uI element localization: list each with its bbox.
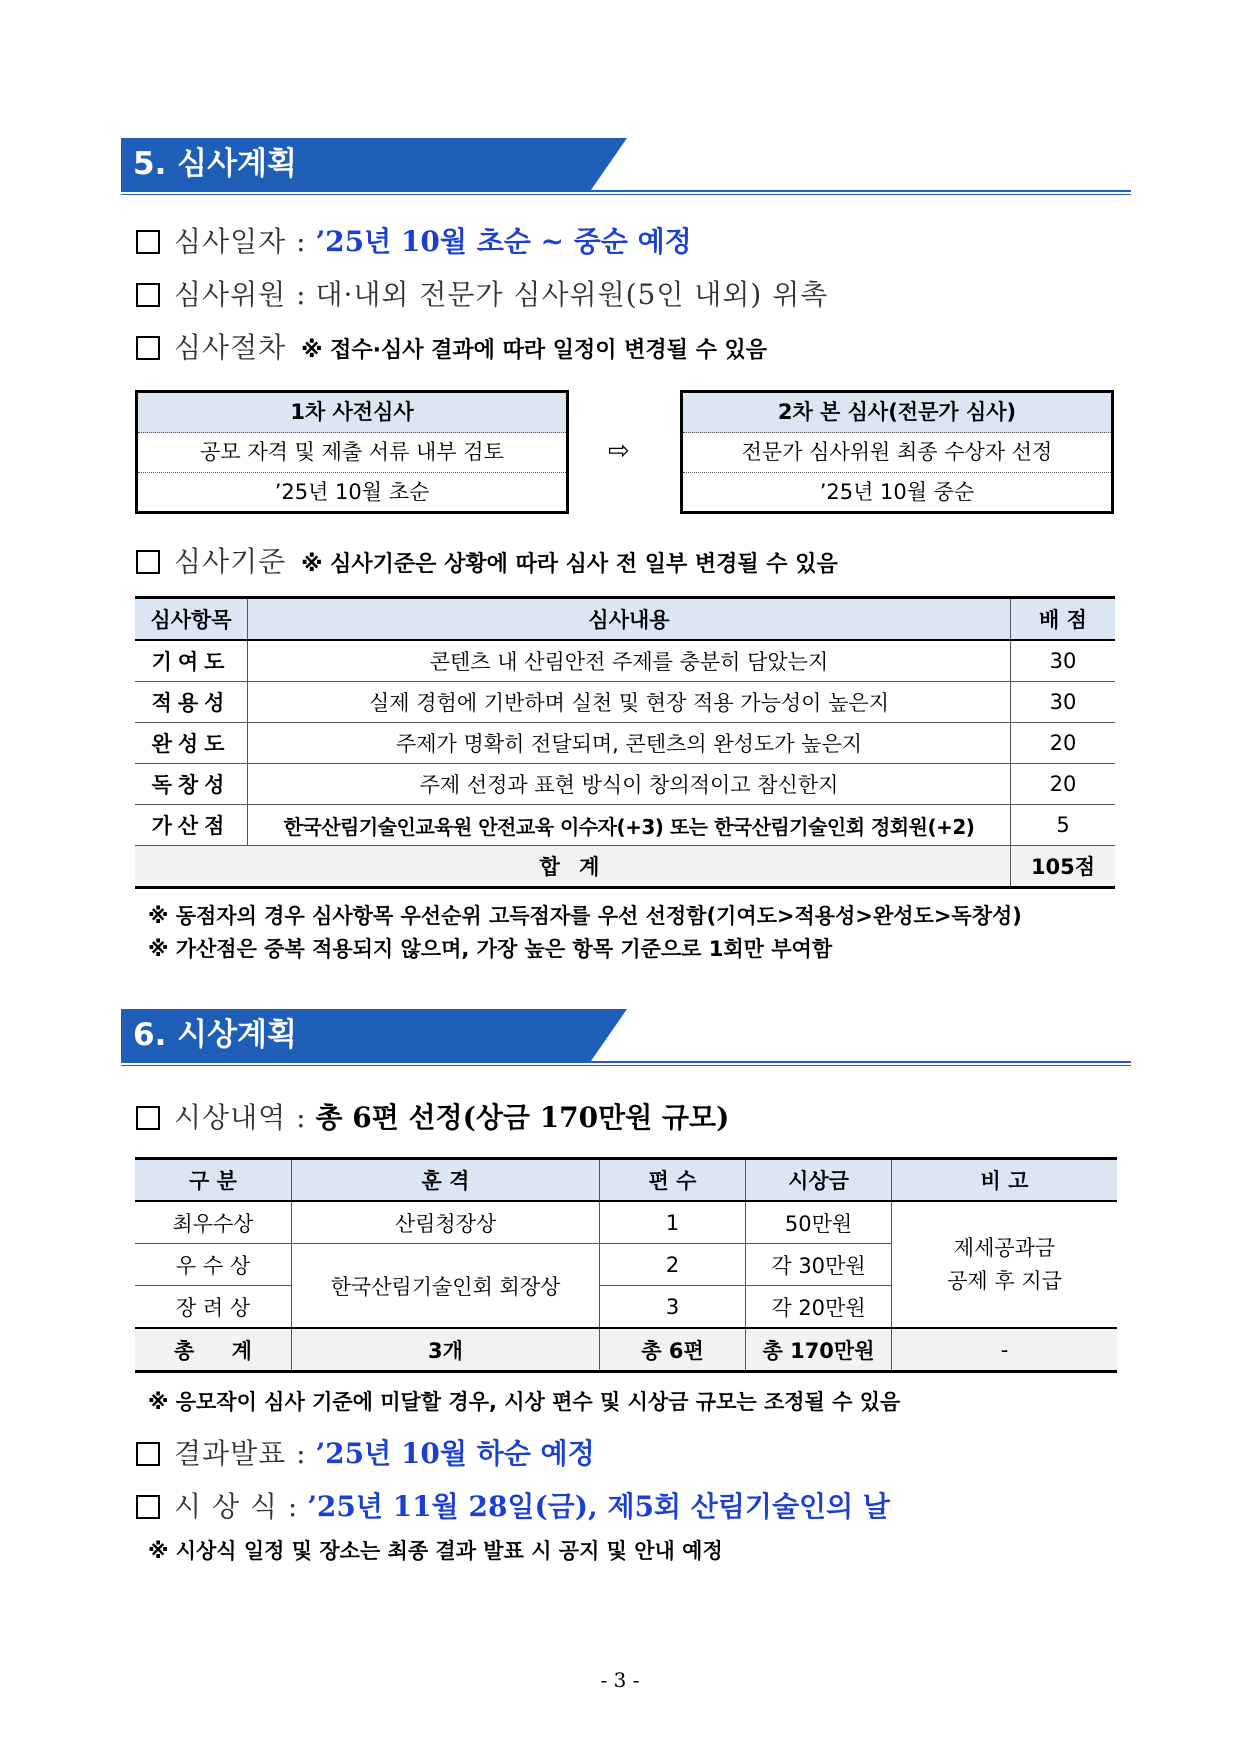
table-total-row: [135, 1328, 1117, 1372]
section-6-header-triangle: [591, 1009, 627, 1061]
header-item: 심사항목: [135, 598, 248, 641]
section-5-title: 5. 심사계획: [121, 138, 591, 190]
criteria-item-cell: 기여도: [135, 640, 248, 682]
award-detail-value: 총 6편 선정(상금 170만원 규모): [315, 1101, 730, 1134]
criteria-score-cell: 20: [1011, 723, 1116, 764]
result-announce-item: [136, 1432, 595, 1472]
award-detail-label: 시상내역 :: [174, 1101, 307, 1134]
header-honor: 훈 격: [292, 1159, 600, 1202]
page-number: - 3 -: [600, 1668, 640, 1692]
criteria-item-cell: 완성도: [135, 723, 248, 764]
criteria-item-cell: 가산점: [135, 805, 248, 846]
review-members-item: [136, 273, 828, 313]
ceremony-label: 시 상 식 :: [174, 1490, 299, 1523]
total-remark: -: [892, 1328, 1118, 1372]
criteria-table: [135, 596, 1115, 889]
award-honor-cell: 한국산림기술인회 회장상: [292, 1244, 600, 1329]
ceremony-value: ’25년 11월 28일(금), 제5회 산림기술인의 날: [307, 1490, 890, 1523]
table-row: [135, 723, 1115, 764]
section-6-title: 6. 시상계획: [121, 1009, 591, 1061]
process-step-2: [680, 390, 1114, 514]
total-prize: 총 170만원: [746, 1328, 892, 1372]
criteria-score-cell: 5: [1011, 805, 1116, 846]
checkbox-square-icon: [136, 1442, 160, 1466]
step-1-date: ’25년 10월 초순: [274, 480, 430, 504]
table-row: [135, 764, 1115, 805]
step-1-desc: 공모 자격 및 제출 서류 내부 검토: [138, 433, 566, 473]
table-row: [135, 805, 1115, 846]
criteria-content-cell: 주제가 명확히 전달되며, 콘텐츠의 완성도가 높은지: [248, 723, 1011, 764]
award-category-cell: 우 수 상: [135, 1244, 292, 1286]
criteria-content-cell: 주제 선정과 표현 방식이 창의적이고 참신한지: [248, 764, 1011, 805]
result-announce-label: 결과발표 :: [174, 1437, 307, 1470]
header-prize: 시상금: [746, 1159, 892, 1202]
criteria-label: 심사기준: [174, 545, 287, 578]
award-count-cell: 2: [600, 1244, 746, 1286]
total-value: 105점: [1011, 846, 1116, 888]
criteria-item: [136, 540, 838, 580]
process-step-1: [135, 390, 569, 514]
checkbox-square-icon: [136, 283, 160, 307]
step-2-date: ’25년 10월 중순: [819, 480, 975, 504]
total-honor: 3개: [292, 1328, 600, 1372]
criteria-score-cell: 30: [1011, 682, 1116, 723]
award-remark-cell: [892, 1201, 1118, 1328]
checkbox-square-icon: [136, 550, 160, 574]
award-table: [135, 1157, 1117, 1373]
header-category: 구 분: [135, 1159, 292, 1202]
review-process-label: 심사절차: [174, 331, 287, 364]
table-row: [135, 682, 1115, 723]
review-process-note: ※ 접수·심사 결과에 따라 일정이 변경될 수 있음: [301, 338, 768, 363]
award-prize-cell: 각 20만원: [746, 1286, 892, 1329]
award-prize-cell: 50만원: [746, 1201, 892, 1244]
table-row: [135, 1201, 1117, 1244]
award-count-cell: 1: [600, 1201, 746, 1244]
ceremony-item: [136, 1485, 890, 1525]
review-process-item: [136, 326, 767, 366]
award-detail-item: [136, 1096, 729, 1136]
award-category-cell: 최우수상: [135, 1201, 292, 1244]
checkbox-square-icon: [136, 336, 160, 360]
total-category: 총 계: [135, 1328, 292, 1372]
criteria-item-cell: 독창성: [135, 764, 248, 805]
award-count-cell: 3: [600, 1286, 746, 1329]
total-label: 합 계: [135, 846, 1011, 888]
section-5-header: [121, 138, 1131, 194]
section-5-header-triangle: [591, 138, 627, 190]
step-2-title: 2차 본 심사(전문가 심사): [683, 393, 1111, 433]
criteria-note-2: ※ 가산점은 중복 적용되지 않으며, 가장 높은 항목 기준으로 1회만 부여함: [148, 937, 833, 961]
header-content: 심사내용: [248, 598, 1011, 641]
table-row: [135, 640, 1115, 682]
step-2-desc: 전문가 심사위원 최종 수상자 선정: [683, 433, 1111, 473]
remark-line-1: 제세공과금: [953, 1235, 1056, 1260]
checkbox-square-icon: [136, 230, 160, 254]
criteria-score-cell: 20: [1011, 764, 1116, 805]
review-date-item: [136, 220, 692, 260]
header-count: 편 수: [600, 1159, 746, 1202]
result-announce-value: ’25년 10월 하순 예정: [315, 1437, 595, 1470]
award-note: ※ 응모작이 심사 기준에 미달할 경우, 시상 편수 및 시상금 규모는 조정될 수 있음: [148, 1390, 901, 1414]
criteria-note: ※ 심사기준은 상황에 따라 심사 전 일부 변경될 수 있음: [301, 552, 838, 577]
ceremony-note: ※ 시상식 일정 및 장소는 최종 결과 발표 시 공지 및 안내 예정: [148, 1539, 723, 1563]
table-total-row: [135, 846, 1115, 888]
review-date-label: 심사일자 :: [174, 225, 307, 258]
award-category-cell: 장 려 상: [135, 1286, 292, 1329]
award-honor-cell: 산림청장상: [292, 1201, 600, 1244]
review-members-value: 대·내외 전문가 심사위원(5인 내외) 위촉: [315, 278, 829, 311]
table-header-row: [135, 1159, 1117, 1202]
header-score: 배 점: [1011, 598, 1116, 641]
award-prize-cell: 각 30만원: [746, 1244, 892, 1286]
criteria-content-cell: 콘텐츠 내 산림안전 주제를 충분히 담았는지: [248, 640, 1011, 682]
checkbox-square-icon: [136, 1106, 160, 1130]
review-members-label: 심사위원 :: [174, 278, 307, 311]
step-1-title: 1차 사전심사: [138, 393, 566, 433]
review-date-value: ’25년 10월 초순 ~ 중순 예정: [315, 225, 692, 258]
header-remark: 비 고: [892, 1159, 1118, 1202]
criteria-content-cell: 실제 경험에 기반하며 실천 및 현장 적용 가능성이 높은지: [248, 682, 1011, 723]
criteria-score-cell: 30: [1011, 640, 1116, 682]
section-6-header: [121, 1009, 1131, 1065]
criteria-note-1: ※ 동점자의 경우 심사항목 우선순위 고득점자를 우선 선정함(기여도>적용성>완성도>독창성): [148, 904, 1022, 928]
table-header-row: [135, 598, 1115, 641]
criteria-item-cell: 적용성: [135, 682, 248, 723]
remark-line-2: 공제 후 지급: [947, 1268, 1062, 1293]
total-count: 총 6편: [600, 1328, 746, 1372]
checkbox-square-icon: [136, 1495, 160, 1519]
criteria-content-cell: 한국산림기술인교육원 안전교육 이수자(+3) 또는 한국산림기술인회 정회원(+2): [248, 805, 1011, 846]
arrow-right-icon: ⇨: [608, 436, 630, 466]
